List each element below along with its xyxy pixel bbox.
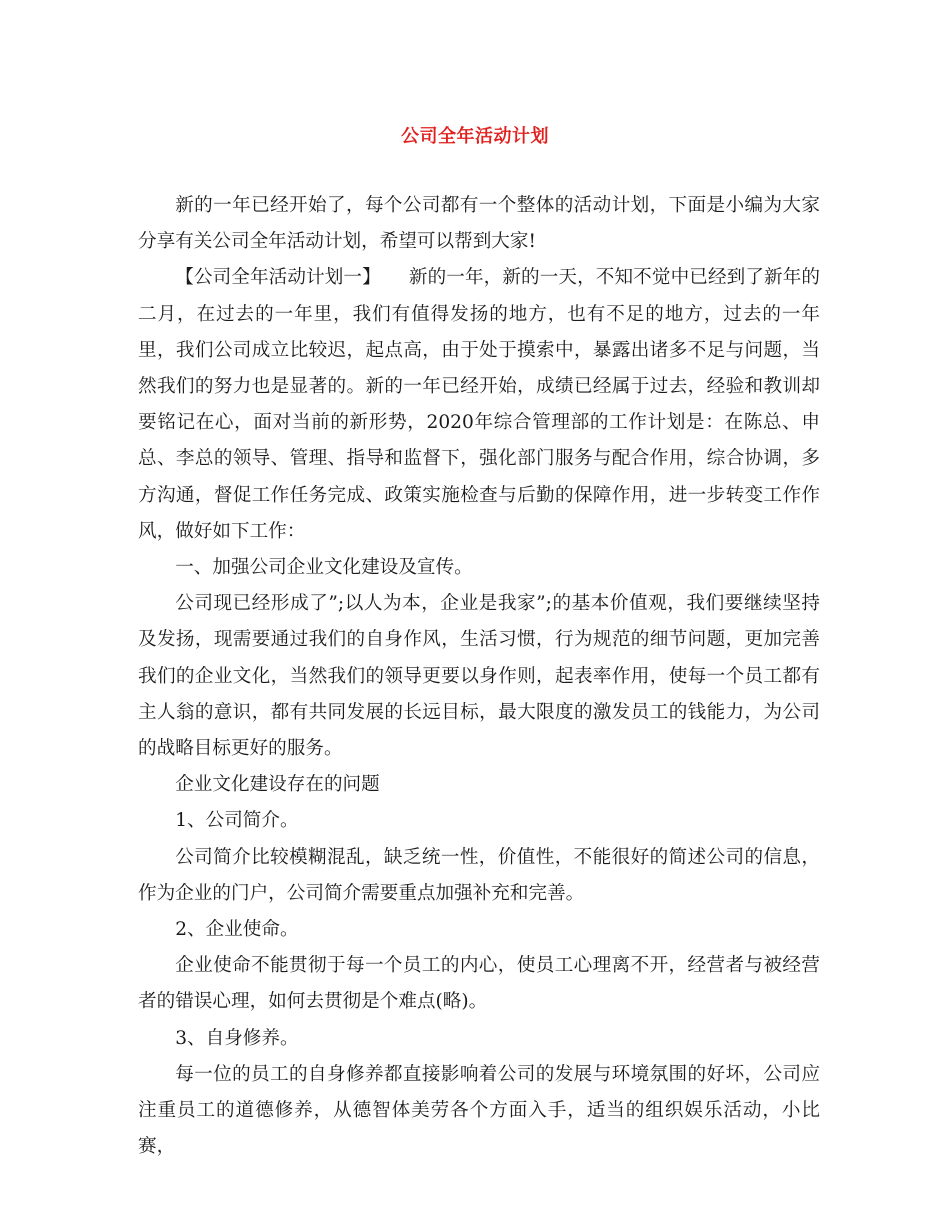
paragraph-intro: 新的一年已经开始了，每个公司都有一个整体的活动计划，下面是小编为大家分享有关公司全年活动计划，希望可以帮到大家! <box>138 195 820 253</box>
paragraph-self-cultivation: 每一位的员工的自身修养都直接影响着公司的发展与环境氛围的好坏，公司应注重员工的道德修养，从德智体美劳各个方面入手，适当的组织娱乐活动，小比赛， <box>138 1063 820 1158</box>
item-heading-mission: 2、企业使命。 <box>175 919 299 941</box>
paragraph-culture: 公司现已经形成了”;以人为本，企业是我家”;的基本价值观，我们要继续坚持及发扬，现需要通过我们的自身作风，生活习惯，行为规范的细节问题，更加完善我们的企业文化，当然我们的领导更要以身作则，起表率作用，使每一个员工都有主人翁的意识，都有共同发展的长远目标，最大限度的激发员工的钱能力，为公司的战略目标更好的服务。 <box>138 593 820 760</box>
paragraph-profile: 公司简介比较模糊混乱，缺乏统一性，价值性，不能很好的简述公司的信息，作为企业的门户，公司简介需要重点加强补充和完善。 <box>138 846 820 904</box>
item-heading-self-cultivation: 3、自身修养。 <box>175 1027 299 1049</box>
document-body <box>138 188 820 1165</box>
paragraph-plan-one: 【公司全年活动计划一】 新的一年，新的一天，不知不觉中已经到了新年的二月，在过去的一年里，我们有值得发扬的地方，也有不足的地方，过去的一年里，我们公司成立比较迟，起点高，由于处于摸索中，暴露出诸多不足与问题，当然我们的努力也是显著的。新的一年已经开始，成绩已经属于过去，经验和教训却要铭记在心，面对当前的新形势，2020年综合管理部的工作计划是：在陈总、申总、李总的领导、管理、指导和监督下，强化部门服务与配合作用，综合协调，多方沟通，督促工作任务完成、政策实施检查与后勤的保障作用，进一步转变工作作风，做好如下工作： <box>138 267 820 542</box>
item-heading-profile: 1、公司简介。 <box>175 810 299 832</box>
paragraph-mission: 企业使命不能贯彻于每一个员工的内心，使员工心理离不开，经营者与被经营者的错误心理，如何去贯彻是个难点(略)。 <box>138 955 820 1013</box>
subheading-problems: 企业文化建设存在的问题 <box>175 774 380 796</box>
section-heading-culture: 一、加强公司企业文化建设及宣传。 <box>175 557 473 579</box>
document-title: 公司全年活动计划 <box>401 126 549 147</box>
